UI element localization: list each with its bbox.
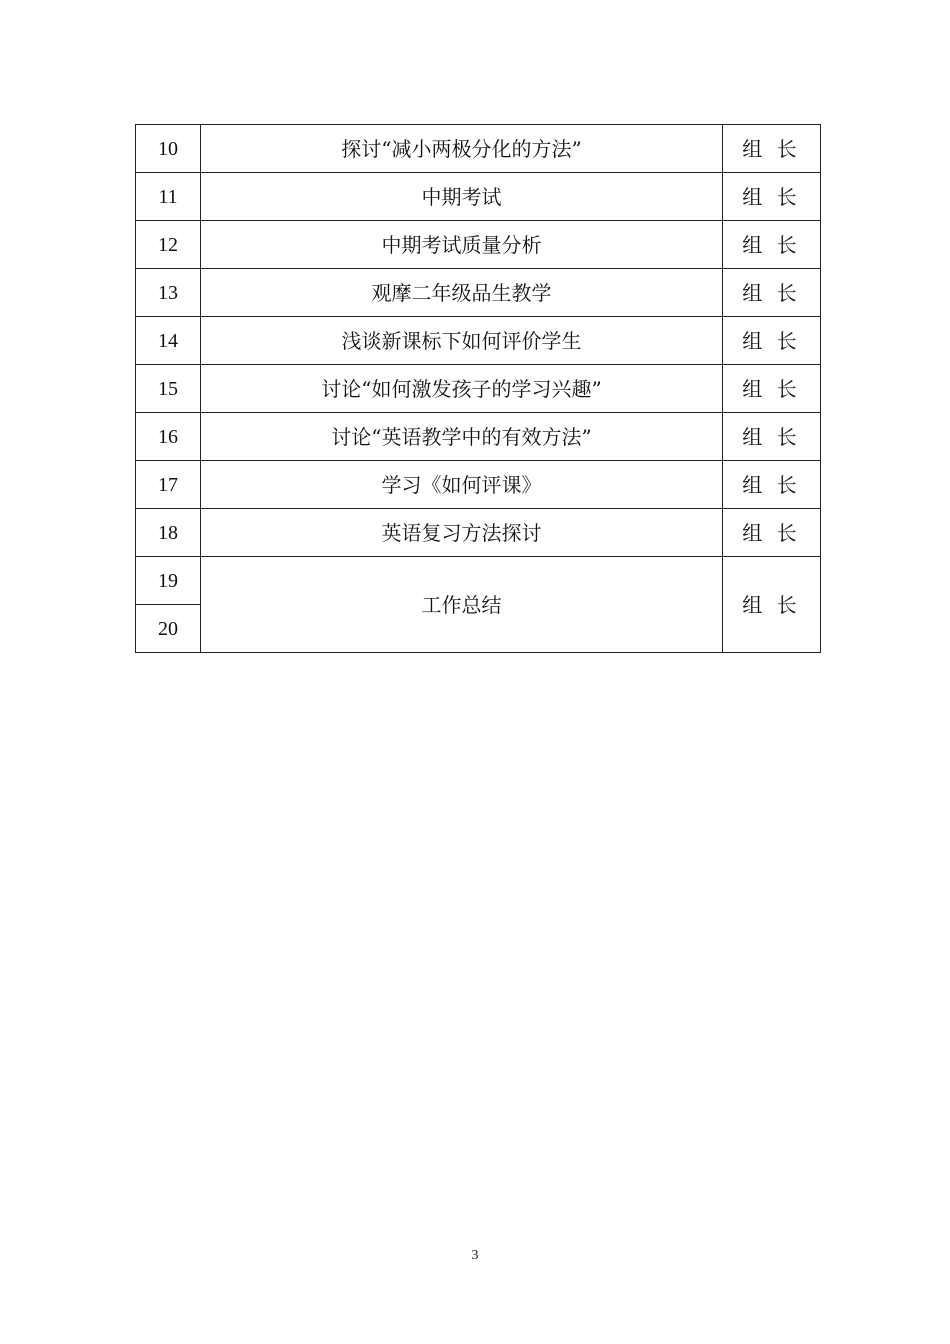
- topic-cell: 观摩二年级品生教学: [201, 269, 723, 317]
- table-row: [136, 269, 821, 317]
- person-cell: 组 长: [722, 125, 820, 173]
- person-cell-merged: 组 长: [722, 557, 820, 653]
- activity-schedule-table: [135, 124, 821, 653]
- week-cell: 10: [136, 125, 201, 173]
- topic-cell: 讨论“英语教学中的有效方法”: [201, 413, 723, 461]
- week-cell: 18: [136, 509, 201, 557]
- person-cell: 组 长: [722, 173, 820, 221]
- week-cell: 16: [136, 413, 201, 461]
- week-cell: 14: [136, 317, 201, 365]
- topic-cell: 中期考试质量分析: [201, 221, 723, 269]
- topic-cell: 中期考试: [201, 173, 723, 221]
- topic-cell: 讨论“如何激发孩子的学习兴趣”: [201, 365, 723, 413]
- person-cell: 组 长: [722, 509, 820, 557]
- page-number: 3: [471, 1248, 479, 1263]
- table-row: [136, 221, 821, 269]
- week-cell: 11: [136, 173, 201, 221]
- topic-cell: 英语复习方法探讨: [201, 509, 723, 557]
- person-cell: 组 长: [722, 221, 820, 269]
- table-row: [136, 509, 821, 557]
- topic-cell: 学习《如何评课》: [201, 461, 723, 509]
- topic-cell: 浅谈新课标下如何评价学生: [201, 317, 723, 365]
- person-cell: 组 长: [722, 365, 820, 413]
- table-row: [136, 461, 821, 509]
- table-row: [136, 557, 821, 605]
- person-cell: 组 长: [722, 317, 820, 365]
- week-cell: 17: [136, 461, 201, 509]
- person-cell: 组 长: [722, 413, 820, 461]
- person-cell: 组 长: [722, 269, 820, 317]
- topic-cell: 探讨“减小两极分化的方法”: [201, 125, 723, 173]
- table-row: [136, 413, 821, 461]
- week-cell: 20: [136, 605, 201, 653]
- week-cell: 13: [136, 269, 201, 317]
- table-row: [136, 125, 821, 173]
- person-cell: 组 长: [722, 461, 820, 509]
- week-cell: 12: [136, 221, 201, 269]
- week-cell: 15: [136, 365, 201, 413]
- schedule-body: [136, 125, 821, 653]
- table-row: [136, 173, 821, 221]
- table-row: [136, 317, 821, 365]
- topic-cell-merged: 工作总结: [201, 557, 723, 653]
- table-row: [136, 365, 821, 413]
- week-cell: 19: [136, 557, 201, 605]
